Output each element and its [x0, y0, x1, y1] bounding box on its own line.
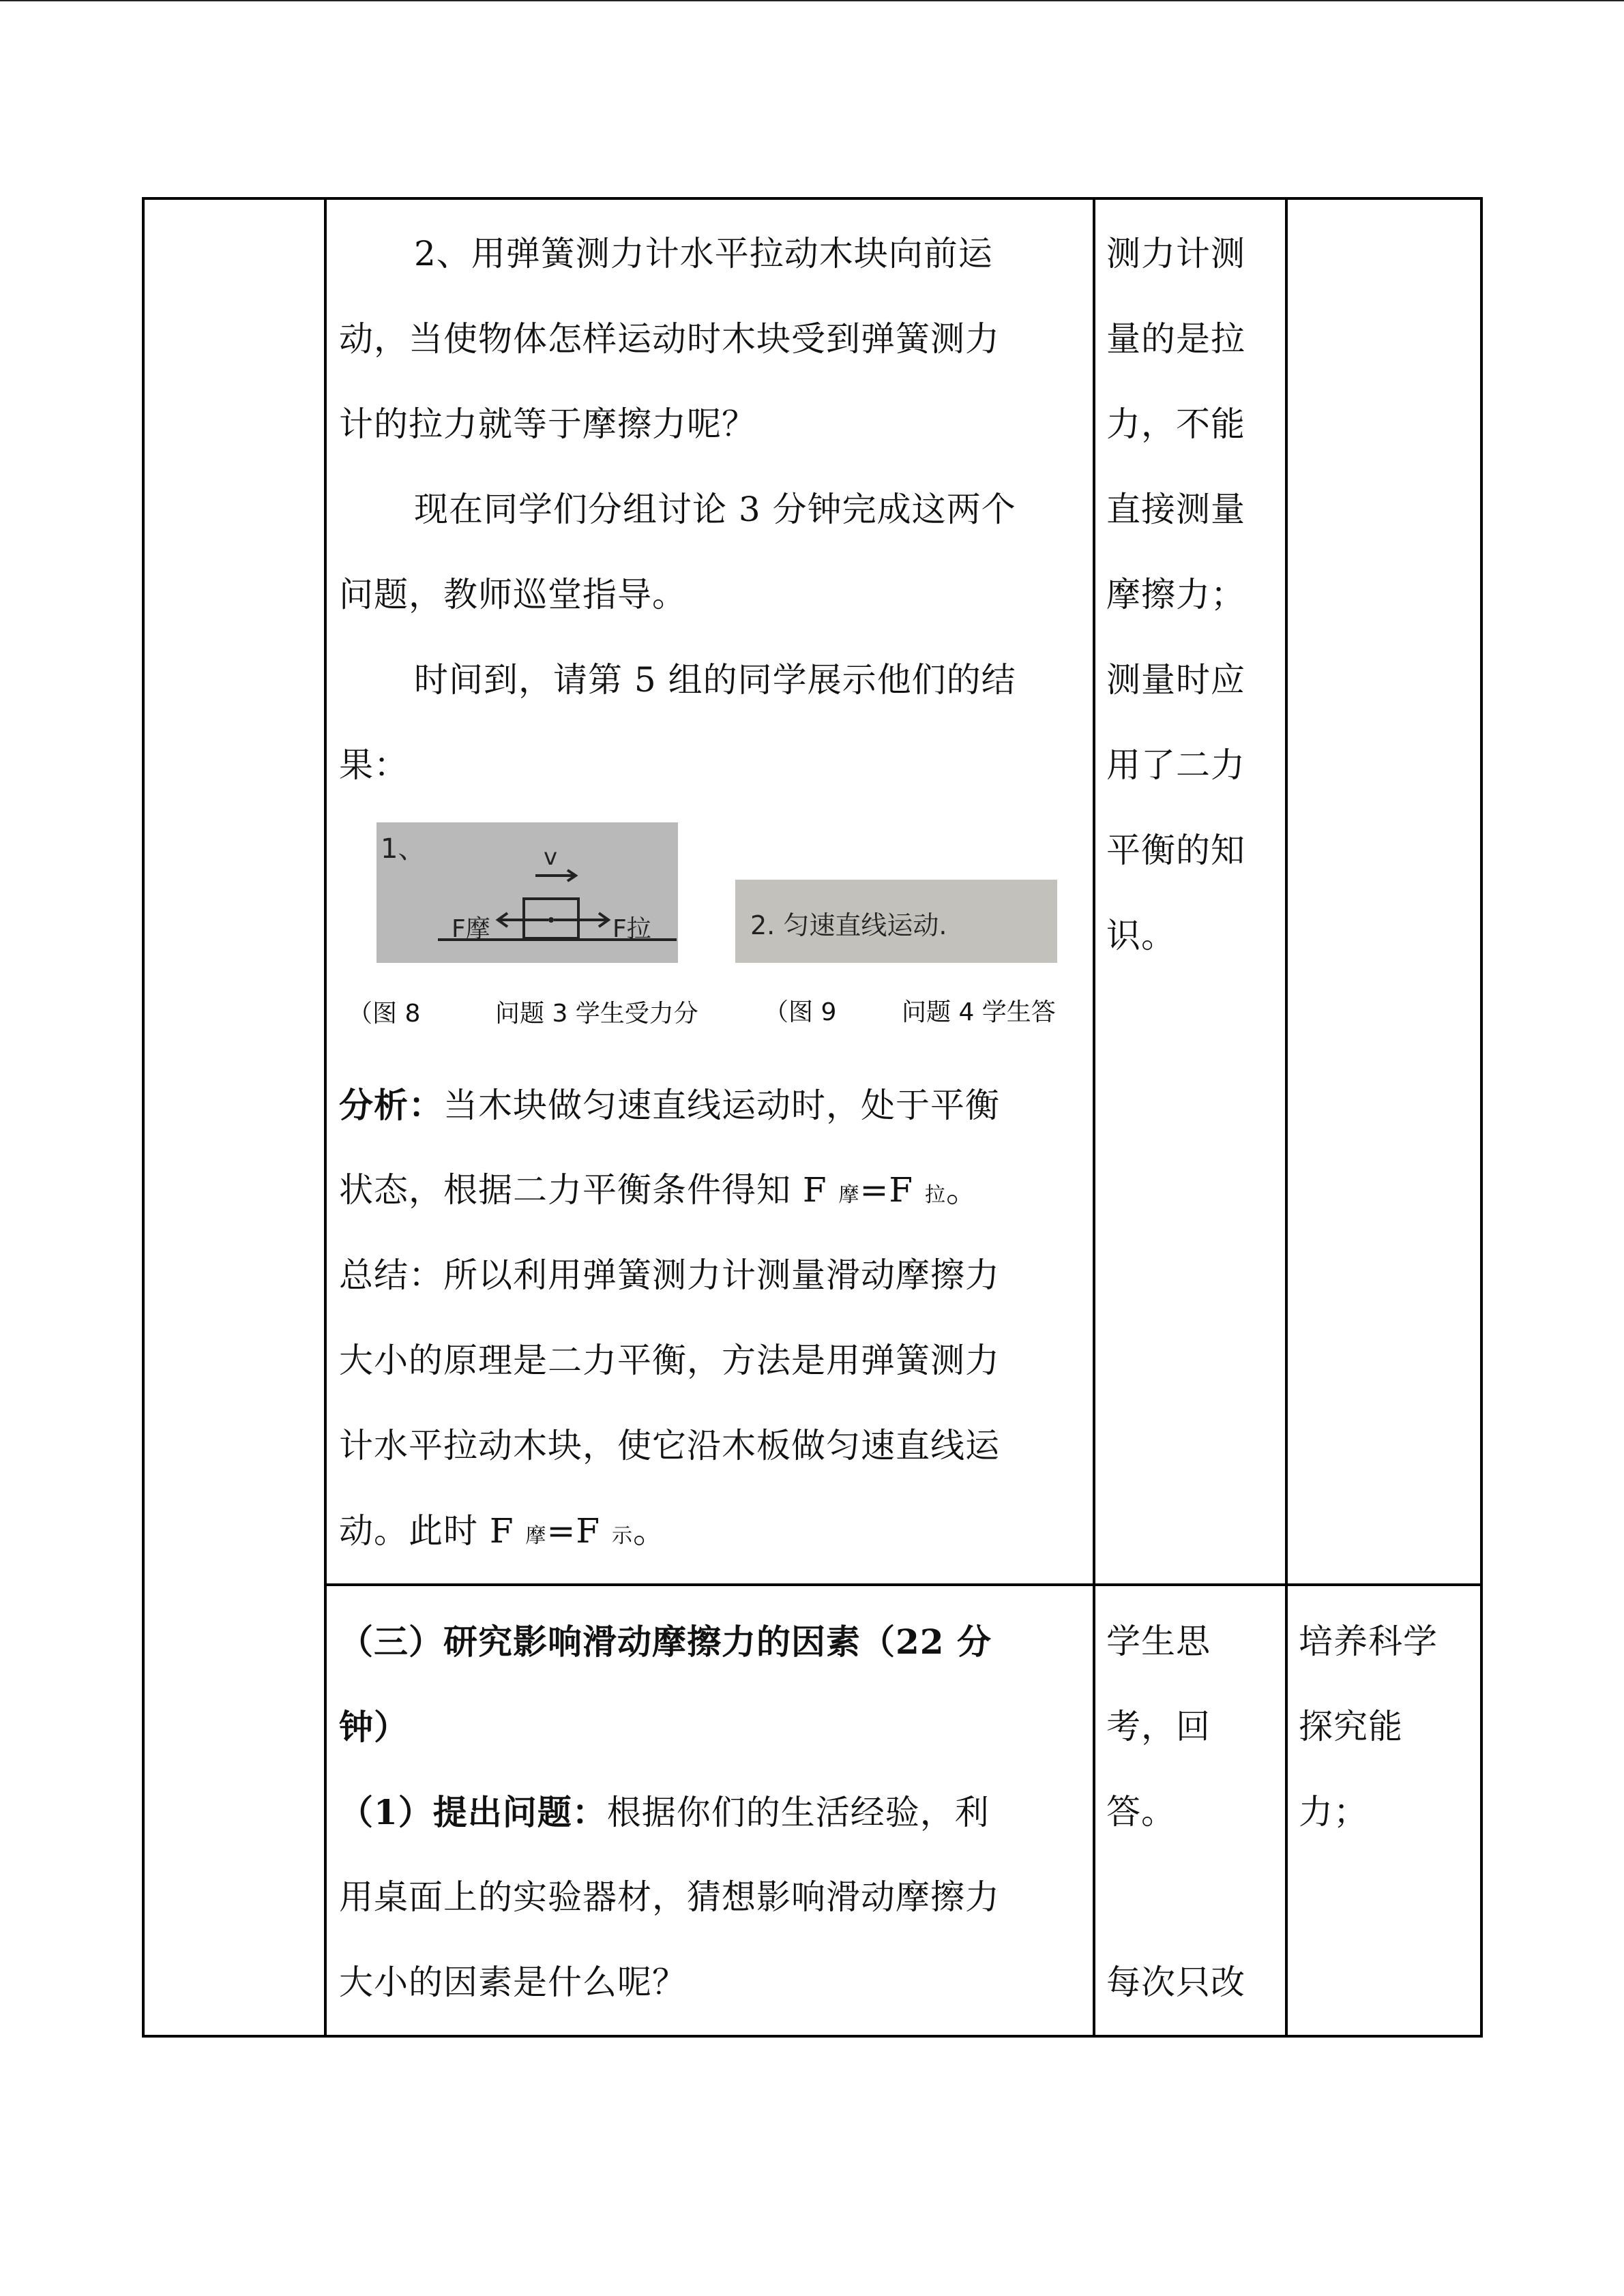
section3-p1-line-1 — [339, 1770, 990, 1855]
summary-line-3: 计水平拉动木块，使它沿木板做匀速直线运 — [339, 1426, 1000, 1465]
velocity-label: v — [544, 844, 558, 871]
analysis-line-1 — [339, 1062, 1000, 1148]
subscript-shown: 示 — [611, 1524, 633, 1548]
subscript-friction-2: 摩 — [525, 1524, 547, 1548]
q2-line-1: 2、用弹簧测力计水平拉动木块向前运 — [414, 234, 993, 273]
figure8-caption-a: （图 8 — [348, 1000, 421, 1028]
handwritten-answer — [735, 880, 1057, 963]
section3-p1-line-2: 用桌面上的实验器材，猜想影响滑动摩擦力 — [339, 1877, 1000, 1917]
analysis-text: 当木块做匀速直线运动时，处于平衡 — [443, 1086, 1000, 1125]
student-col1-line-1: 测力计测 — [1106, 234, 1245, 273]
table-divider-2 — [1093, 197, 1095, 2038]
table-divider-3 — [1285, 197, 1288, 2038]
student-col2-line-3: 答。 — [1106, 1792, 1176, 1832]
student-col1-line-9: 识。 — [1106, 916, 1176, 955]
analysis-equals: =F — [859, 1170, 925, 1210]
figure8-number: 1、 — [381, 833, 426, 865]
analysis-period: 。 — [945, 1170, 981, 1210]
student-col1-line-6: 测量时应 — [1106, 660, 1245, 700]
student-col1-line-2: 量的是拉 — [1106, 319, 1245, 359]
analysis-line-2 — [339, 1148, 981, 1238]
section3-heading-1: （三）研究影响滑动摩擦力的因素（22 分 — [339, 1622, 992, 1662]
show-line-1: 时间到，请第 5 组的同学展示他们的结 — [414, 660, 1016, 700]
force-diagram — [377, 822, 678, 963]
section3-p1-line-3: 大小的因素是什么呢？ — [339, 1963, 687, 2002]
subscript-friction: 摩 — [838, 1183, 860, 1207]
summary-period: 。 — [632, 1511, 668, 1551]
figure8-caption-b: 问题 3 学生受力分 — [495, 1000, 698, 1028]
show-line-2: 果： — [339, 745, 409, 785]
intent-col2-line-2: 探究能 — [1299, 1707, 1403, 1746]
subscript-pull: 拉 — [924, 1183, 946, 1207]
student-col2-line-1: 学生思 — [1106, 1622, 1211, 1661]
student-col1-line-7: 用了二力 — [1106, 745, 1245, 785]
summary-equals: =F — [546, 1511, 612, 1551]
student-col1-line-4: 直接测量 — [1106, 490, 1245, 529]
figure9-handwriting: 2. 匀速直线运动. — [750, 910, 947, 940]
discuss-line-1: 现在同学们分组讨论 3 分钟完成这两个 — [414, 490, 1016, 529]
figure9-photo — [735, 880, 1057, 963]
analysis-line-2-text: 状态，根据二力平衡条件得知 F — [339, 1170, 839, 1210]
friction-force-label: F摩 — [452, 915, 490, 943]
ask-question-label: （1）提出问题： — [339, 1792, 607, 1832]
figure9-caption-b: 问题 4 学生答 — [902, 998, 1056, 1026]
student-col2-line-5: 每次只改 — [1106, 1963, 1245, 2002]
discuss-line-2: 问题，教师巡堂指导。 — [339, 575, 687, 614]
student-col1-line-5: 摩擦力； — [1106, 575, 1245, 614]
table-divider-1 — [324, 197, 327, 2038]
student-col1-line-3: 力，不能 — [1106, 404, 1245, 444]
student-col1-line-8: 平衡的知 — [1106, 831, 1245, 870]
summary-line-1: 总结：所以利用弹簧测力计测量滑动摩擦力 — [339, 1255, 1000, 1295]
figure8-photo — [377, 822, 678, 963]
summary-line-4-text: 动。此时 F — [339, 1511, 526, 1551]
section3-heading-2: 钟） — [339, 1707, 409, 1747]
row-divider — [324, 1583, 1483, 1586]
q2-line-2: 动，当使物体怎样运动时木块受到弹簧测力 — [339, 319, 1000, 359]
summary-line-2: 大小的原理是二力平衡，方法是用弹簧测力 — [339, 1341, 1000, 1380]
summary-line-4 — [339, 1489, 668, 1579]
student-col2-line-2: 考，回 — [1106, 1707, 1211, 1746]
intent-col2-line-3: 力； — [1299, 1792, 1368, 1832]
analysis-label: 分析： — [339, 1085, 443, 1125]
page-top-border — [0, 0, 1624, 1]
ask-question-text: 根据你们的生活经验，利 — [606, 1793, 990, 1832]
q2-line-3: 计的拉力就等于摩擦力呢？ — [339, 404, 756, 444]
figure9-caption-a: （图 9 — [764, 998, 837, 1026]
pull-force-label: F拉 — [612, 915, 651, 943]
intent-col2-line-1: 培养科学 — [1299, 1622, 1438, 1661]
